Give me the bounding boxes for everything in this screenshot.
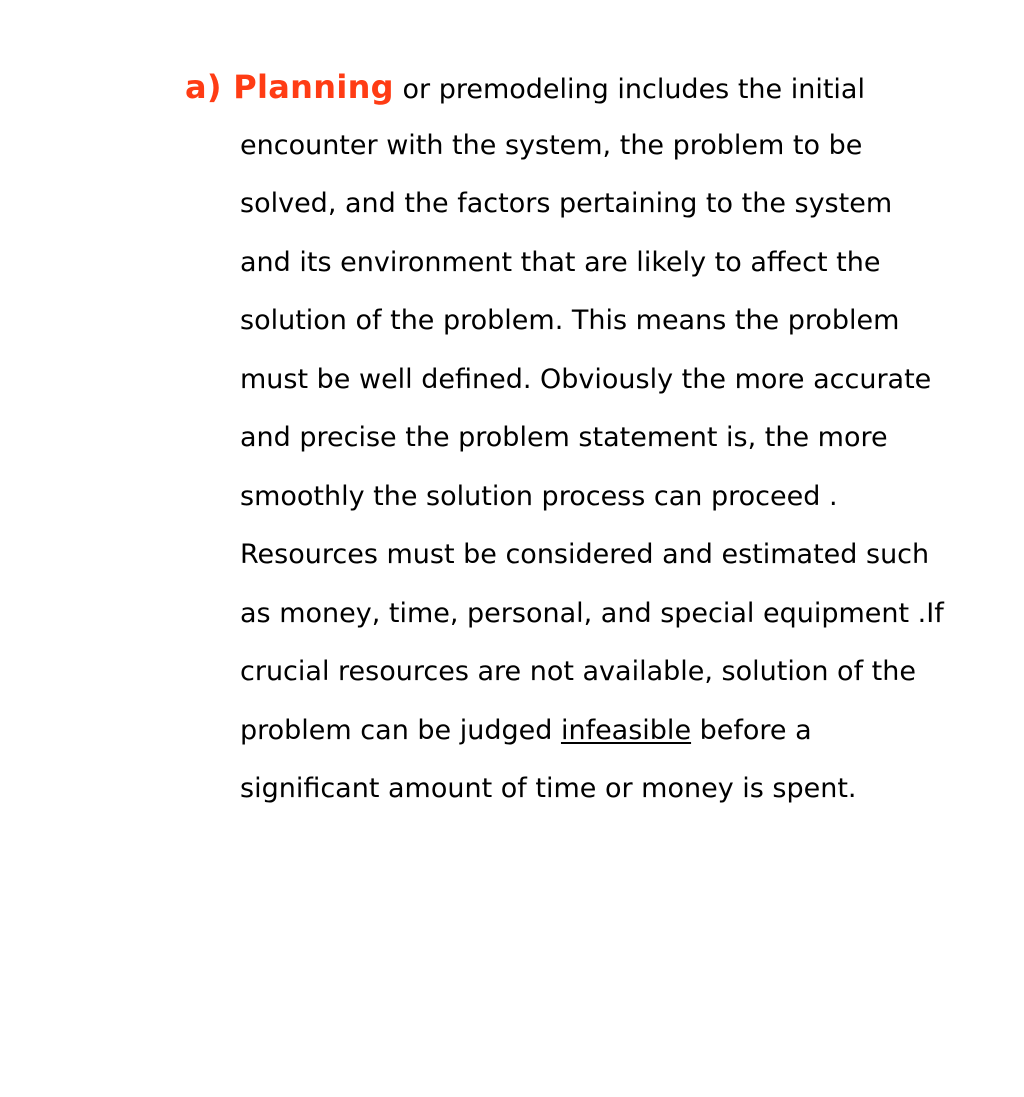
paragraph-line-8: smoothly the solution process can proceed . — [240, 480, 838, 512]
paragraph-line-11: crucial resources are not available, solution of the — [240, 656, 916, 687]
planning-paragraph — [185, 58, 1005, 819]
paragraph-line-5: solution of the problem. This means the problem — [240, 305, 900, 336]
first-line-text: or premodeling includes the initial — [393, 74, 865, 105]
paragraph-line-4: and its environment that are likely to affect the — [240, 246, 881, 278]
line12-before-text: problem can be judged — [240, 714, 561, 746]
paragraph-line-12 — [185, 702, 1005, 761]
paragraph-line-7: and precise the problem statement is, the more — [240, 422, 888, 453]
paragraph-line-2: encounter with the system, the problem to be — [240, 129, 863, 161]
paragraph-line-13: significant amount of time or money is spent. — [240, 773, 857, 804]
paragraph-line-1 — [185, 58, 1005, 117]
line12-after-text: before a — [691, 714, 812, 746]
infeasible-underlined-word: infeasible — [560, 714, 692, 746]
paragraph-line-10: as money, time, personal, and special equipment .If — [240, 597, 944, 629]
planning-heading: a) Planning — [185, 68, 394, 106]
paragraph-line-3: solved, and the factors pertaining to the system — [240, 188, 893, 219]
paragraph-line-6: must be well defined. Obviously the more accurate — [240, 363, 932, 395]
paragraph-line-9: Resources must be considered and estimated such — [240, 539, 930, 570]
